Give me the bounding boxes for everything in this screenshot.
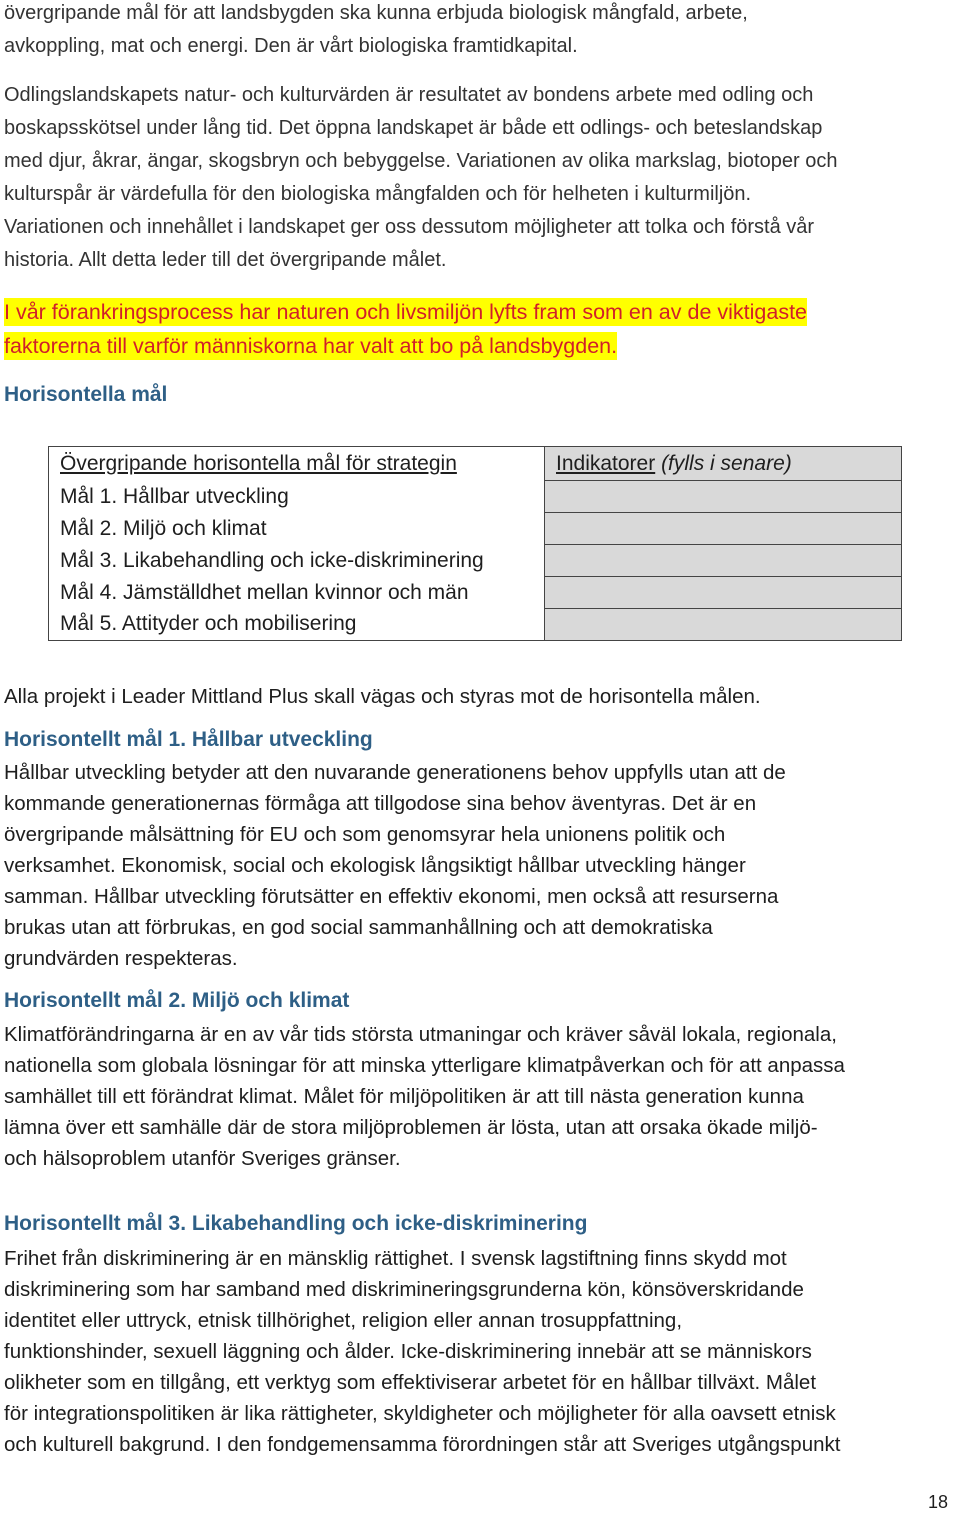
intro-line: Variationen och innehållet i landskapet ger oss dessutom möjligheter att tolka och förstå vår bbox=[4, 216, 815, 238]
intro-line: avkoppling, mat och energi. Den är vårt biologiska framtidkapital. bbox=[4, 35, 578, 57]
goal2-line: Klimatförändringarna är en av vår tids största utmaningar och kräver såväl lokala, regionala, bbox=[4, 1023, 837, 1046]
table-row bbox=[49, 545, 902, 577]
header-indicator-label: Indikatorer bbox=[556, 451, 656, 475]
goal1-line: verksamhet. Ekonomisk, social och ekologisk långsiktigt hållbar utveckling hänger bbox=[4, 854, 746, 877]
goal1-heading: Horisontellt mål 1. Hållbar utveckling bbox=[4, 728, 373, 751]
table-row bbox=[49, 609, 902, 641]
all-projects-text: Alla projekt i Leader Mittland Plus skall vägas och styras mot de horisontella målen. bbox=[4, 685, 761, 708]
indicator-cell bbox=[545, 545, 902, 577]
goal-cell: Mål 5. Attityder och mobilisering bbox=[49, 609, 545, 641]
intro-line: övergripande mål för att landsbygden ska kunna erbjuda biologisk mångfald, arbete, bbox=[4, 2, 748, 24]
goal3-line: Frihet från diskriminering är en mänsklig rättighet. I svensk lagstiftning finns skydd mot bbox=[4, 1247, 787, 1270]
goal3-line: olikheter som en tillgång, ett verktyg som effektiviserar arbetet för en hållbar tillväxt. Målet bbox=[4, 1371, 817, 1394]
intro-line: kulturspår är värdefulla för den biologiska mångfalden och för helheten i kulturmiljön. bbox=[4, 183, 752, 205]
table-row bbox=[49, 481, 902, 513]
goal3-line: identitet eller uttryck, etnisk tillhörighet, religion eller annan trosuppfattning, bbox=[4, 1309, 683, 1332]
goal2-line: och hälsoproblem utanför Sveriges gränser. bbox=[4, 1147, 401, 1170]
intro-line: Odlingslandskapets natur- och kulturvärden är resultatet av bondens arbete med odling och bbox=[4, 84, 814, 106]
page-number: 18 bbox=[927, 1492, 948, 1512]
goal1-line: brukas utan att förbrukas, en god social sammanhållning och att demokratiska bbox=[4, 916, 713, 939]
goal3-line: funktionshinder, sexuell läggning och ålder. Icke-diskriminering innebär att se människors bbox=[4, 1340, 812, 1363]
intro-line: historia. Allt detta leder till det övergripande målet. bbox=[4, 249, 447, 271]
goal3-line: för integrationspolitiken är lika rättigheter, skyldigheter och möjligheter för alla oavsett etnisk bbox=[4, 1402, 836, 1425]
intro-line: boskapsskötsel under lång tid. Det öppna landskapet är både ett odlings- och beteslandskap bbox=[4, 117, 823, 139]
goal-cell: Mål 4. Jämställdhet mellan kvinnor och män bbox=[49, 577, 545, 609]
intro-text bbox=[4, 0, 956, 277]
goals-table bbox=[48, 446, 902, 641]
goal2-line: nationella som globala lösningar för att minska ytterligare klimatpåverkan och för att anpassa bbox=[4, 1054, 845, 1077]
goal2-heading: Horisontellt mål 2. Miljö och klimat bbox=[4, 989, 350, 1012]
goal2-text bbox=[4, 1019, 956, 1174]
goal1-line: grundvärden respekteras. bbox=[4, 947, 238, 970]
goal2-line: lämna över ett samhälle där de stora miljöproblemen är lösta, utan att orsaka ökade miljö- bbox=[4, 1116, 818, 1139]
indicator-cell bbox=[545, 609, 902, 641]
goal-cell: Mål 2. Miljö och klimat bbox=[49, 513, 545, 545]
intro-line: med djur, åkrar, ängar, skogsbryn och bebyggelse. Variationen av olika markslag, biotoper och bbox=[4, 150, 838, 172]
table-row bbox=[49, 577, 902, 609]
indicator-cell bbox=[545, 513, 902, 545]
goal-cell: Mål 1. Hållbar utveckling bbox=[49, 481, 545, 513]
indicator-cell bbox=[545, 577, 902, 609]
goal3-line: diskriminering som har samband med diskrimineringsgrunderna kön, könsöverskridande bbox=[4, 1278, 804, 1301]
goal1-line: samman. Hållbar utveckling förutsätter en effektiv ekonomi, men också att resurserna bbox=[4, 885, 779, 908]
highlighted-statement bbox=[4, 295, 904, 363]
goal-cell: Mål 3. Likabehandling och icke-diskriminering bbox=[49, 545, 545, 577]
table-header-goal bbox=[49, 447, 545, 481]
table-header-indicator bbox=[545, 447, 902, 481]
goal3-text bbox=[4, 1243, 956, 1460]
goal2-line: samhället till ett förändrat klimat. Målet för miljöpolitiken är att till nästa generation kunna bbox=[4, 1085, 804, 1108]
section-heading-horizontal-goals: Horisontella mål bbox=[4, 383, 168, 406]
table-header-row bbox=[49, 447, 902, 481]
header-indicator-note: (fylls i senare) bbox=[661, 451, 792, 475]
highlight-line: I vår förankringsprocess har naturen och livsmiljön lyfts fram som en av de viktigaste bbox=[4, 300, 807, 324]
highlight-line: faktorerna till varför människorna har valt att bo på landsbygden. bbox=[4, 334, 618, 358]
goal1-line: övergripande målsättning för EU och som genomsyrar hela unionens politik och bbox=[4, 823, 726, 846]
goal3-heading: Horisontellt mål 3. Likabehandling och icke-diskriminering bbox=[4, 1212, 588, 1235]
table-row bbox=[49, 513, 902, 545]
goal1-line: Hållbar utveckling betyder att den nuvarande generationens behov uppfylls utan att de bbox=[4, 761, 786, 784]
indicator-cell bbox=[545, 481, 902, 513]
goal1-line: kommande generationernas förmåga att tillgodose sina behov äventyras. Det är en bbox=[4, 792, 757, 815]
goal3-line: och kulturell bakgrund. I den fondgemensamma förordningen står att Sveriges utgångspunkt bbox=[4, 1433, 841, 1456]
goal1-text bbox=[4, 757, 956, 974]
header-goal-label: Övergripande horisontella mål för strategin bbox=[60, 451, 457, 475]
